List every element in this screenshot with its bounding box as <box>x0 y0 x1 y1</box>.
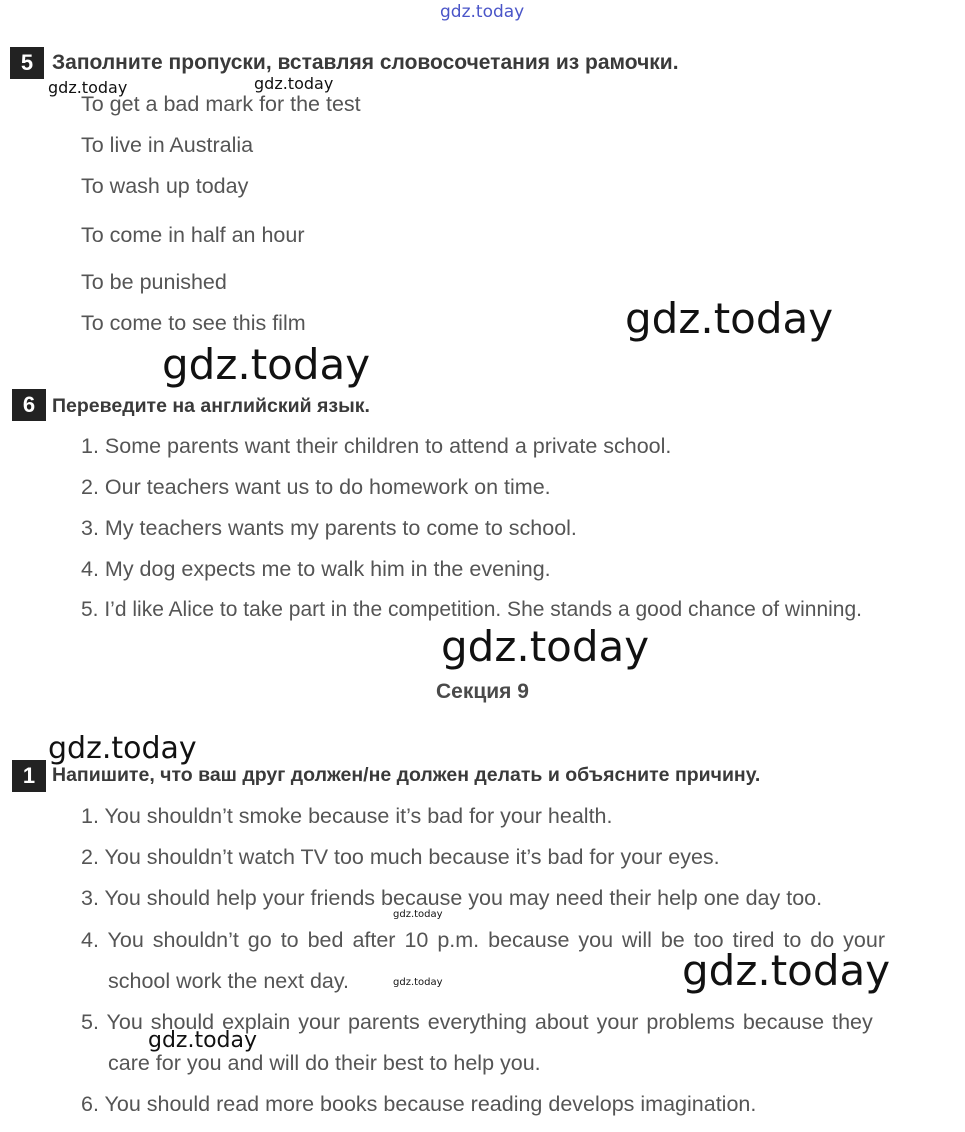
exercise-5-heading: Заполните пропуски, вставляя словосочетания из рамочки. <box>52 51 679 74</box>
exercise-6-item: 3. My teachers wants my parents to come to school. <box>81 516 577 540</box>
exercise-1-item-continued: school work the next day. <box>108 969 350 993</box>
watermark-medium: gdz.today <box>148 1028 258 1053</box>
exercise-1-item: 5. You should explain your parents everything about your problems because they <box>81 1010 873 1034</box>
watermark-large: gdz.today <box>162 340 371 389</box>
watermark-tiny: gdz.today <box>393 909 443 920</box>
exercise-5-item: To come in half an hour <box>81 223 305 247</box>
exercise-1-item: 2. You shouldn’t watch TV too much because it’s bad for your eyes. <box>81 845 720 869</box>
exercise-5-item: To get a bad mark for the test <box>81 92 361 116</box>
exercise-5-number: 5 <box>10 47 44 79</box>
exercise-6-heading: Переведите на английский язык. <box>52 395 370 417</box>
exercise-6-number: 6 <box>12 389 46 421</box>
exercise-5-item: To come to see this film <box>81 311 306 335</box>
exercise-6-item: 1. Some parents want their children to attend a private school. <box>81 434 672 458</box>
exercise-1-item-continued: care for you and will do their best to help you. <box>108 1051 541 1075</box>
section-title: Секция 9 <box>436 680 529 703</box>
exercise-6-item: 5. I’d like Alice to take part in the competition. She stands a good chance of winning. <box>81 598 862 621</box>
watermark-small: gdz.today <box>254 74 334 93</box>
exercise-1-heading: Напишите, что ваш друг должен/не должен делать и объясните причину. <box>52 764 761 786</box>
watermark-top: gdz.today <box>440 2 525 22</box>
exercise-1-number: 1 <box>12 760 46 792</box>
exercise-6-item: 2. Our teachers want us to do homework on time. <box>81 475 551 499</box>
exercise-1-item: 6. You should read more books because reading develops imagination. <box>81 1092 757 1116</box>
exercise-5-item: To wash up today <box>81 174 249 198</box>
exercise-1-item: 3. You should help your friends because you may need their help one day too. <box>81 886 823 910</box>
watermark-tiny: gdz.today <box>393 977 443 988</box>
watermark-large: gdz.today <box>625 294 834 343</box>
watermark-large: gdz.today <box>441 622 650 671</box>
watermark-large: gdz.today <box>682 946 891 995</box>
exercise-5-item: To be punished <box>81 270 227 294</box>
watermark-small: gdz.today <box>48 78 128 97</box>
exercise-5-item: To live in Australia <box>81 133 254 157</box>
exercise-6-item: 4. My dog expects me to walk him in the evening. <box>81 557 551 581</box>
exercise-1-item: 4. You shouldn’t go to bed after 10 p.m. because you will be too tired to do your <box>81 928 886 952</box>
watermark-medium: gdz.today <box>48 731 197 766</box>
exercise-1-item: 1. You shouldn’t smoke because it’s bad for your health. <box>81 804 613 828</box>
